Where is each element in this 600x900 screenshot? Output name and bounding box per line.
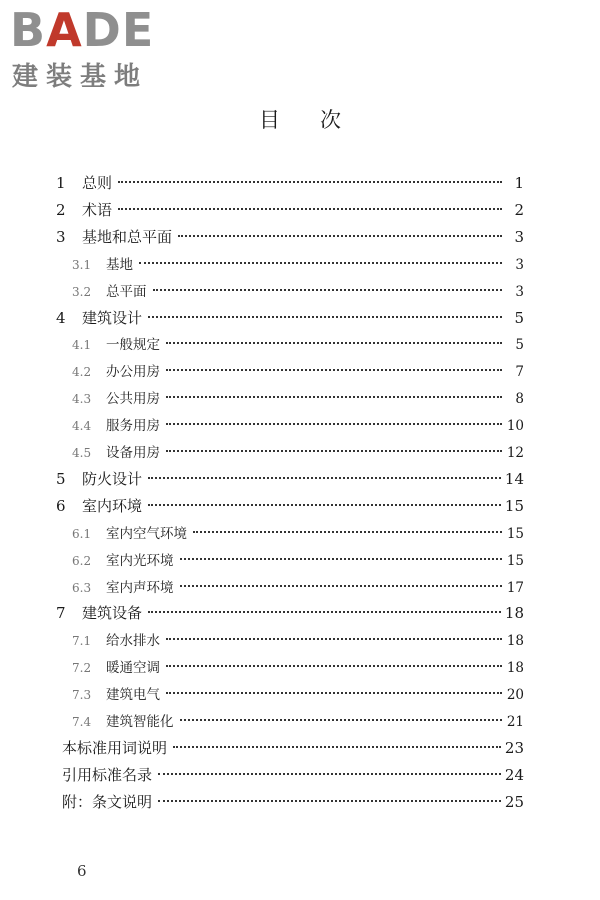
toc-leader-dots <box>148 504 501 506</box>
toc-entry-title: 引用标准名录 <box>62 765 153 784</box>
page-title: 目次 <box>259 108 381 132</box>
toc-leader-dots <box>118 181 502 183</box>
toc-entry-number: 1 <box>56 174 66 192</box>
toc-entry-title: 室内光环境 <box>106 552 174 569</box>
toc-entry-title: 服务用房 <box>106 418 160 435</box>
toc-entry <box>72 441 524 465</box>
toc-entry-title: 公共用房 <box>106 391 160 408</box>
toc-entry-page: 7 <box>515 364 524 381</box>
toc-entry-page: 2 <box>514 200 524 219</box>
toc-leader-dots <box>166 396 502 398</box>
toc-entry-title: 办公用房 <box>106 364 160 381</box>
toc-entry-number: 4.2 <box>72 365 92 380</box>
toc-leader-dots <box>166 450 502 452</box>
bade-logo <box>10 4 190 94</box>
toc-leader-dots <box>139 262 502 264</box>
toc-entry-page: 23 <box>504 738 524 757</box>
toc-entry <box>72 656 524 680</box>
toc-entry <box>72 710 524 734</box>
toc-entry-page: 18 <box>506 633 524 650</box>
toc-entry-title: 防火设计 <box>82 469 143 488</box>
toc-entry <box>72 280 524 304</box>
toc-entry-number: 4.3 <box>72 392 92 407</box>
toc-leader-dots <box>173 746 501 748</box>
toc-entry-page: 21 <box>506 714 524 730</box>
toc-entry-page: 10 <box>506 418 524 435</box>
toc-entry-page: 3 <box>514 227 524 246</box>
toc-entry-title: 基地和总平面 <box>82 227 173 246</box>
logo-wordmark <box>10 4 154 56</box>
page-number: 6 <box>77 862 87 880</box>
toc-entry-number: 4 <box>56 308 66 327</box>
toc-entry-page: 25 <box>504 792 524 811</box>
toc-entry-title: 总则 <box>82 174 113 192</box>
toc-entry-page: 15 <box>504 496 524 515</box>
toc-entry-title: 设备用房 <box>106 445 160 461</box>
toc-entry <box>72 683 524 707</box>
toc-entry-title: 建筑设计 <box>82 308 143 327</box>
toc-leader-dots <box>158 800 501 802</box>
toc-entry-page: 24 <box>504 765 524 784</box>
toc-entry <box>62 737 524 761</box>
toc-entry-title: 室内空气环境 <box>106 525 187 542</box>
toc-entry-title: 给水排水 <box>106 633 160 650</box>
logo-letters-b: B <box>10 3 47 57</box>
toc-entry <box>56 226 524 250</box>
toc-entry-page: 12 <box>506 445 524 461</box>
toc-entry-title: 一般规定 <box>106 337 160 354</box>
toc-entry-number: 4.1 <box>72 338 92 353</box>
toc-leader-dots <box>166 638 502 640</box>
toc-entry <box>62 764 524 788</box>
toc-leader-dots <box>166 692 502 694</box>
toc-entry-page: 3 <box>515 283 524 300</box>
toc-leader-dots <box>153 289 503 291</box>
toc-entry-page: 5 <box>514 308 524 327</box>
toc-entry <box>56 307 524 331</box>
toc-entry-number: 6.3 <box>72 580 92 595</box>
toc-entry-title: 室内声环境 <box>106 579 174 596</box>
toc-entry-page: 18 <box>504 604 524 623</box>
toc-entry-title: 术语 <box>82 200 113 219</box>
toc-entry-page: 14 <box>504 469 524 488</box>
toc-entry <box>56 199 524 223</box>
toc-entry <box>72 387 524 411</box>
logo-subtitle: 建装基地 <box>12 62 149 92</box>
toc-entry <box>72 522 524 546</box>
toc-entry <box>56 602 524 626</box>
toc-entry <box>56 172 524 196</box>
toc-leader-dots <box>166 342 502 344</box>
toc-entry-title: 总平面 <box>106 283 147 300</box>
toc-entry-number: 3.1 <box>72 257 92 272</box>
toc-leader-dots <box>166 423 502 425</box>
toc-entry-number: 6 <box>56 496 66 515</box>
toc-leader-dots <box>180 719 503 721</box>
toc-entry <box>72 360 524 384</box>
toc-entry-number: 7.2 <box>72 661 92 676</box>
logo-letter-a: A <box>46 3 83 57</box>
toc-entry <box>56 495 524 519</box>
toc-entry-title: 建筑设备 <box>82 604 143 623</box>
toc-entry-title: 建筑智能化 <box>106 714 174 730</box>
toc-entry <box>72 414 524 438</box>
toc-entry-title: 暖通空调 <box>106 660 160 677</box>
toc-leader-dots <box>148 611 501 613</box>
toc-entry-title: 附：条文说明 <box>62 792 153 811</box>
toc-entry-title: 本标准用词说明 <box>62 738 168 757</box>
toc-entry-page: 15 <box>506 552 524 569</box>
toc-leader-dots <box>118 208 502 210</box>
toc-entry-page: 15 <box>506 525 524 542</box>
toc-entry <box>72 629 524 653</box>
toc-entry-page: 18 <box>506 660 524 677</box>
toc-leader-dots <box>148 316 502 318</box>
toc-leader-dots <box>158 773 501 775</box>
toc-entry-page: 5 <box>515 337 524 354</box>
toc-entry-number: 2 <box>56 200 66 219</box>
toc-entry <box>56 468 524 492</box>
toc-entry <box>62 791 524 815</box>
toc-entry-number: 5 <box>56 469 66 488</box>
toc-leader-dots <box>180 558 503 560</box>
toc-leader-dots <box>166 369 502 371</box>
toc-entry-number: 7.4 <box>72 715 92 729</box>
toc-entry-title: 建筑电气 <box>106 687 160 704</box>
toc-leader-dots <box>180 585 503 587</box>
toc-entry <box>72 576 524 600</box>
toc-entry-number: 6.2 <box>72 553 92 568</box>
logo-letters-de: DE <box>82 3 155 57</box>
toc-entry <box>72 333 524 357</box>
toc-entry-number: 7 <box>56 604 66 623</box>
toc-leader-dots <box>166 665 502 667</box>
toc-entry-page: 17 <box>506 579 524 596</box>
toc-leader-dots <box>178 235 502 237</box>
toc-entry <box>72 549 524 573</box>
toc-entry-number: 3.2 <box>72 284 92 299</box>
toc-entry-title: 基地 <box>106 256 133 273</box>
toc-entry-title: 室内环境 <box>82 496 143 515</box>
toc-entry-number: 4.5 <box>72 446 92 460</box>
toc-leader-dots <box>193 531 502 533</box>
toc-entry <box>72 253 524 277</box>
toc-entry-number: 3 <box>56 227 66 246</box>
toc-entry-number: 6.1 <box>72 526 92 541</box>
toc-leader-dots <box>148 477 501 479</box>
toc-entry-page: 3 <box>515 256 524 273</box>
toc-entry-number: 4.4 <box>72 419 92 434</box>
toc-entry-number: 7.3 <box>72 688 92 703</box>
toc-entry-page: 8 <box>515 391 524 408</box>
toc-entry-page: 20 <box>506 687 524 704</box>
toc-entry-page: 1 <box>514 174 524 192</box>
toc-entry-number: 7.1 <box>72 634 92 649</box>
